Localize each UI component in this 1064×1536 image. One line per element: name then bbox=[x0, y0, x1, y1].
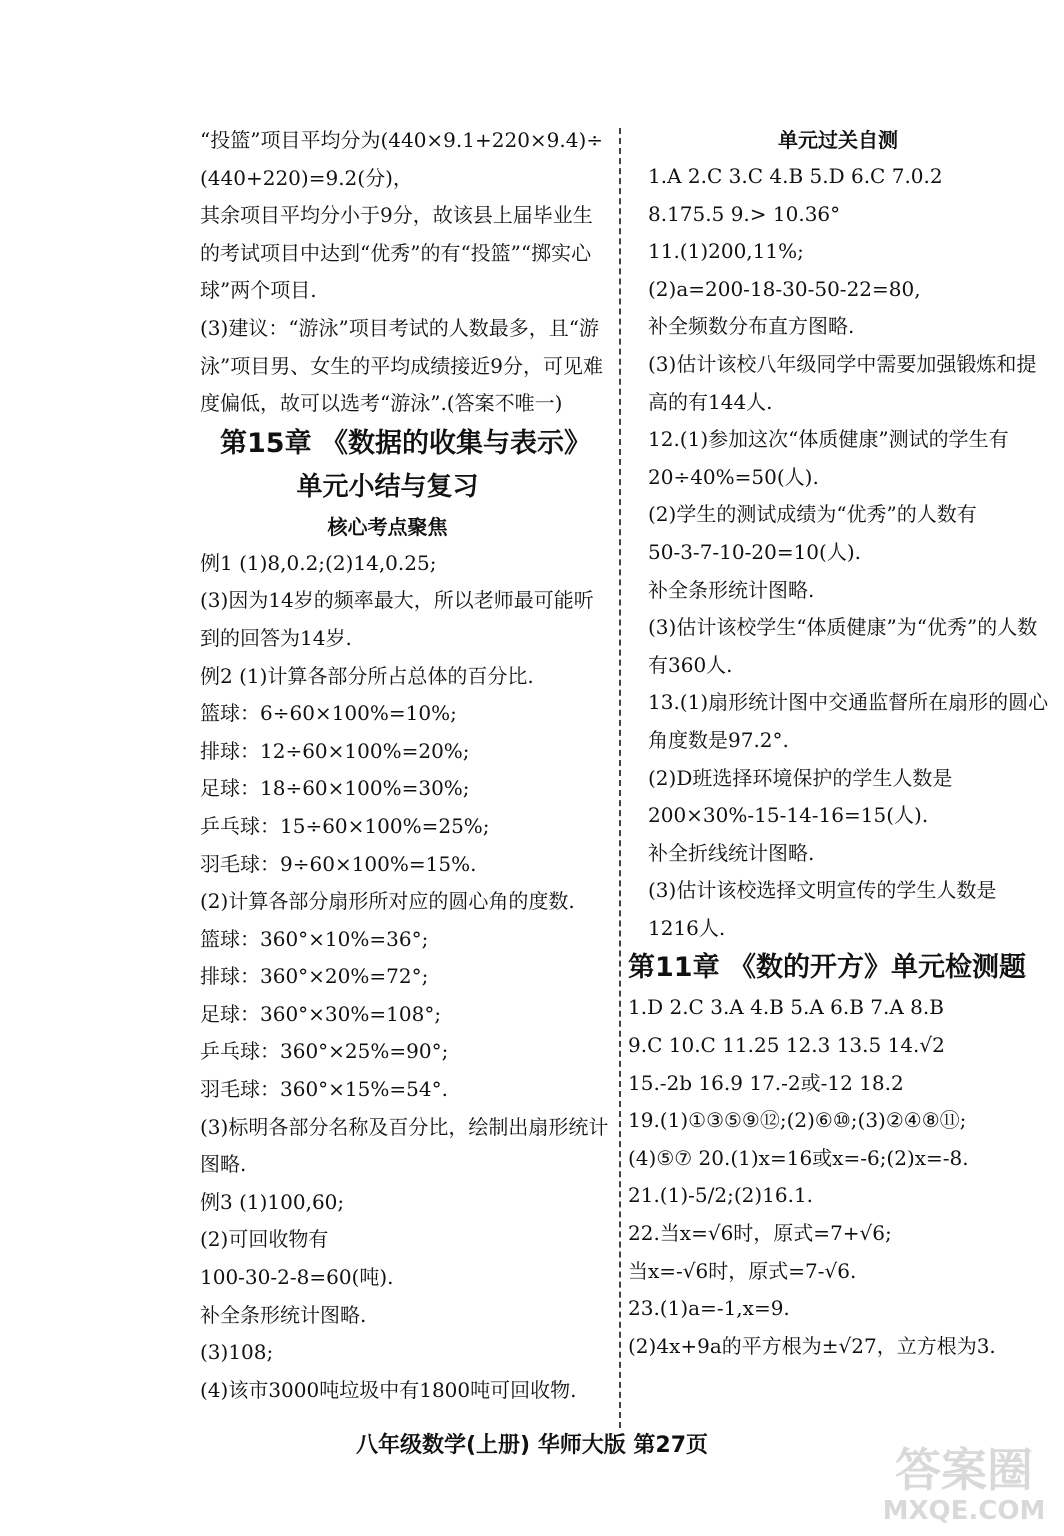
text-line: 图略. bbox=[200, 1152, 247, 1177]
text-line: 12.(1)参加这次“体质健康”测试的学生有 bbox=[648, 427, 1009, 452]
text-line: 1216人. bbox=[648, 915, 726, 940]
text-line: 足球：18÷60×100%=30%; bbox=[200, 776, 470, 801]
text-line: 篮球：6÷60×100%=10%; bbox=[200, 701, 457, 726]
text-line: 8.175.5 9.> 10.36° bbox=[648, 201, 841, 226]
text-line: 篮球：360°×10%=36°; bbox=[200, 926, 429, 951]
text-line: (3)标明各部分名称及百分比，绘制出扇形统计 bbox=[200, 1114, 609, 1139]
text-line: 1.A 2.C 3.C 4.B 5.D 6.C 7.0.2 bbox=[648, 164, 943, 188]
text-line: 21.(1)-5/2;(2)16.1. bbox=[628, 1183, 814, 1208]
text-line: 22.当x=√6时，原式=7+√6; bbox=[628, 1221, 892, 1246]
text-line: (3)108; bbox=[200, 1340, 274, 1365]
text-line: 例3 (1)100,60; bbox=[200, 1189, 345, 1214]
text-line: 补全折线统计图略. bbox=[648, 840, 815, 865]
text-line: (2)可回收物有 bbox=[200, 1227, 329, 1252]
text-line: (2)D班选择环境保护的学生人数是 bbox=[648, 765, 953, 790]
chapter-heading: 第15章 《数据的收集与表示》 bbox=[220, 427, 591, 459]
text-line: 足球：360°×30%=108°; bbox=[200, 1001, 442, 1026]
text-line: 1.D 2.C 3.A 4.B 5.A 6.B 7.A 8.B bbox=[628, 995, 944, 1020]
sub-heading: 核心考点聚焦 bbox=[327, 514, 448, 539]
text-line: 到的回答为14岁. bbox=[200, 625, 352, 650]
text-line: (2)学生的测试成绩为“优秀”的人数有 bbox=[648, 502, 977, 527]
column-divider bbox=[619, 128, 621, 1428]
page-footer: 八年级数学(上册) 华师大版 第27页 bbox=[355, 1433, 709, 1458]
text-line: 例2 (1)计算各部分所占总体的百分比. bbox=[200, 663, 534, 688]
text-line: (3)建议：“游泳”项目考试的人数最多，且“游 bbox=[200, 315, 600, 340]
text-line: 19.(1)①③⑤⑨⑫;(2)⑥⑩;(3)②④⑧⑪; bbox=[628, 1108, 967, 1133]
text-line: (2)计算各部分扇形所对应的圆心角的度数. bbox=[200, 889, 575, 914]
text-line: 当x=-√6时，原式=7-√6. bbox=[628, 1258, 857, 1283]
watermark-logo bbox=[874, 1444, 1054, 1530]
text-line: 球”两个项目. bbox=[200, 278, 317, 303]
text-line: (3)估计该校选择文明宣传的学生人数是 bbox=[648, 878, 997, 903]
text-line: (2)4x+9a的平方根为±√27，立方根为3. bbox=[628, 1333, 996, 1358]
text-line: (440+220)=9.2(分)， bbox=[200, 165, 413, 190]
watermark-url: MXQE.COM bbox=[882, 1496, 1046, 1526]
left-column bbox=[160, 122, 615, 1409]
text-line: 补全条形统计图略. bbox=[648, 577, 815, 602]
text-line: 补全频数分布直方图略. bbox=[648, 314, 855, 339]
text-line: 排球：360°×20%=72°; bbox=[200, 964, 429, 989]
text-line: 度偏低，故可以选考“游泳”.(答案不唯一) bbox=[200, 391, 563, 416]
text-line: 羽毛球：9÷60×100%=15%. bbox=[200, 851, 477, 876]
text-line: (4)⑤⑦ 20.(1)x=16或x=-6;(2)x=-8. bbox=[628, 1145, 969, 1170]
text-line: 20÷40%=50(人). bbox=[648, 464, 819, 489]
text-line: 排球：12÷60×100%=20%; bbox=[200, 738, 470, 763]
text-line: 乒乓球：15÷60×100%=25%; bbox=[200, 813, 490, 838]
text-line: 11.(1)200,11%; bbox=[648, 239, 804, 264]
text-line: 23.(1)a=-1,x=9. bbox=[628, 1296, 790, 1321]
text-line: 13.(1)扇形统计图中交通监督所在扇形的圆心 bbox=[648, 690, 1049, 715]
text-line: (2)a=200-18-30-50-22=80, bbox=[648, 276, 921, 301]
text-line: (3)估计该校八年级同学中需要加强锻炼和提 bbox=[648, 351, 1037, 376]
text-line: 乒乓球：360°×25%=90°; bbox=[200, 1039, 449, 1064]
text-line: 其余项目平均分小于9分，故该县上届毕业生 bbox=[200, 203, 593, 228]
text-line: (4)该市3000吨垃圾中有1800吨可回收物. bbox=[200, 1377, 577, 1402]
text-line: 15.-2b 16.9 17.-2或-12 18.2 bbox=[628, 1070, 904, 1095]
text-line: 补全条形统计图略. bbox=[200, 1302, 367, 1327]
text-line: 例1 (1)8,0.2;(2)14,0.25; bbox=[200, 550, 437, 575]
text-line: 50-3-7-10-20=10(人). bbox=[648, 539, 861, 564]
text-line: 泳”项目男、女生的平均成绩接近9分，可见难 bbox=[200, 353, 603, 378]
section-heading: 单元过关自测 bbox=[778, 128, 898, 152]
text-line: 高的有144人. bbox=[648, 389, 773, 414]
text-line: 100-30-2-8=60(吨). bbox=[200, 1265, 394, 1290]
text-line: 的考试项目中达到“优秀”的有“投篮”“掷实心 bbox=[200, 240, 592, 265]
watermark-text: 答案圈 bbox=[895, 1443, 1033, 1497]
section-heading: 单元小结与复习 bbox=[296, 471, 479, 502]
text-line: (3)估计该校学生“体质健康”为“优秀”的人数 bbox=[648, 615, 1038, 640]
text-line: “投篮”项目平均分为(440×9.1+220×9.4)÷ bbox=[200, 128, 604, 152]
text-line: 羽毛球：360°×15%=54°. bbox=[200, 1077, 448, 1102]
text-line: (3)因为14岁的频率最大，所以老师最可能听 bbox=[200, 588, 594, 613]
chapter-heading: 第11章 《数的开方》单元检测题 bbox=[628, 952, 1026, 984]
text-line: 9.C 10.C 11.25 12.3 13.5 14.√2 bbox=[628, 1033, 945, 1058]
text-line: 角度数是97.2°. bbox=[648, 727, 789, 752]
right-column bbox=[628, 122, 1048, 1365]
text-line: 200×30%-15-14-16=15(人). bbox=[648, 803, 929, 828]
text-line: 有360人. bbox=[648, 652, 733, 677]
